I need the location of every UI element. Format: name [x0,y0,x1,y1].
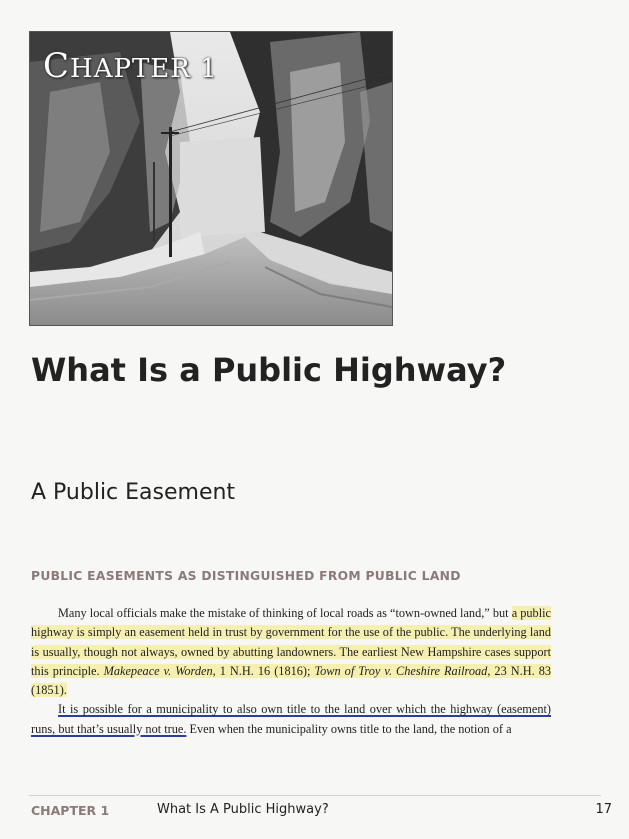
paragraph-1: Many local officials make the mistake of thinking of local roads as “town-owned land,” but a public highway is simply an easement held in trust by government for the use of the public. The underlying land is usually, though not always, owned by abutting landowners. The earliest New Hampshire cases support this principle. Makepeace v. Worden, 1 N.H. 16 (1816); Town of Troy v. Cheshire Railroad, 23 N.H. 83 (1851). [31,606,551,698]
underlined-text: It is possible for a municipality to also own title to the land over which the highway (easement) runs, but that’s usually not true. [31,702,551,736]
page-title: What Is a Public Highway? [31,351,507,389]
chapter-label: CHAPTER 1 [43,46,218,86]
paragraph-2: It is possible for a municipality to also own title to the land over which the highway (easement) runs, but that’s usually not true. Even when the municipality owns title to the land, the notion of a [31,702,551,736]
highlighted-text: a public highway is simply an easement held in trust by government for the use of the public. The underlying land is usually, though not always, owned by abutting landowners. The earliest New Hampshire cases support this principle. Makepeace v. Worden, 1 N.H. 16 (1816); Town of Troy v. Cheshire Railroad, 23 N.H. 83 (1851). [31,606,551,698]
body-text [31,604,551,739]
footer-chapter: CHAPTER 1 [31,803,110,818]
footer-divider [29,795,601,796]
section-heading: PUBLIC EASEMENTS AS DISTINGUISHED FROM PUBLIC LAND [31,569,461,583]
chapter-photo [29,31,393,326]
page-number: 17 [595,802,612,817]
chapter-number: 1 [200,54,218,84]
footer-title: What Is A Public Highway? [157,802,329,817]
page-subtitle: A Public Easement [31,480,236,505]
